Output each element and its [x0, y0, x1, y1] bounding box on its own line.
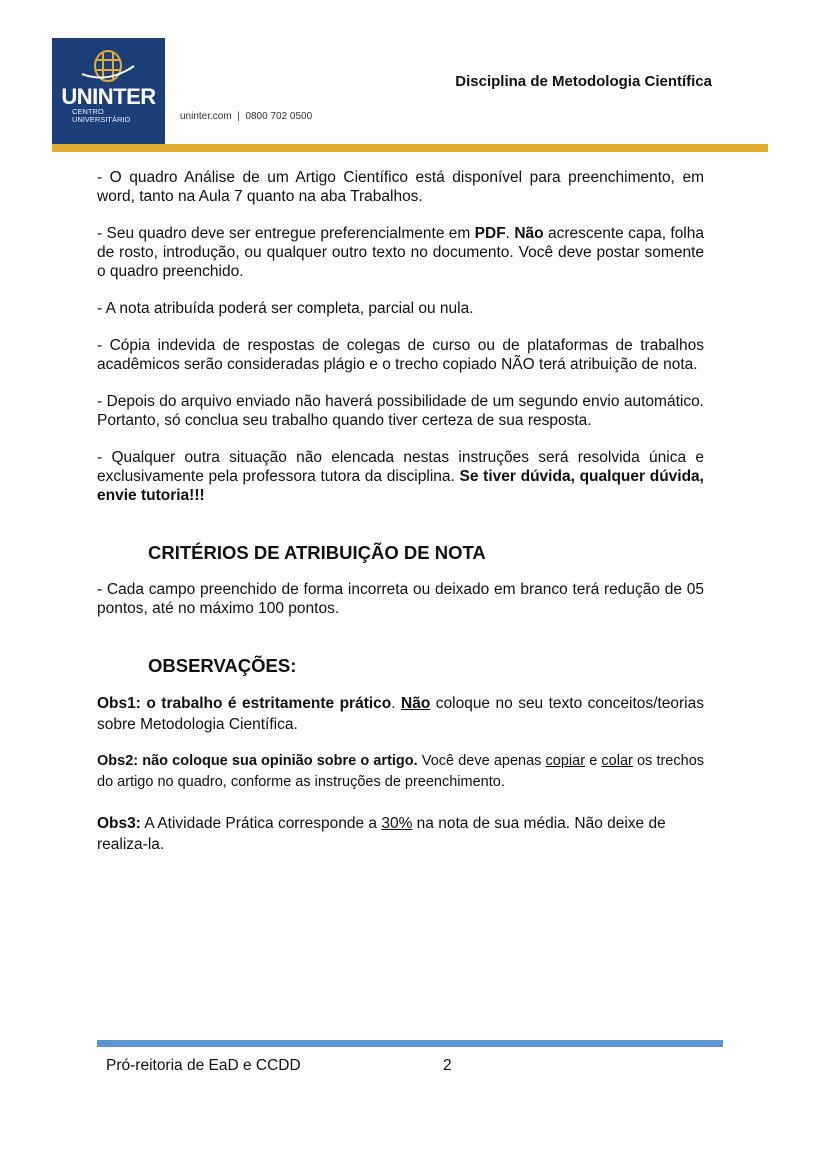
- obs2-colar: colar: [601, 753, 633, 769]
- page-number: 2: [443, 1057, 452, 1074]
- phone-number: 0800 702 0500: [245, 111, 313, 122]
- p6-bold: Se tiver dúvida, qualquer dúvida, envie tutoria!!!: [97, 468, 704, 504]
- document-body: [97, 168, 704, 871]
- p2-nao: Não: [514, 225, 544, 242]
- obs3-text-rest: na nota de sua média. Não deixe de realiza-la.: [97, 815, 666, 853]
- obs2-text-rest: os trechos do artigo no quadro, conforme as instruções de preenchimento.: [97, 753, 705, 790]
- obs2-label: Obs2: não coloque sua opinião sobre o artigo.: [97, 753, 418, 769]
- logo-sub-line-1: CENTRO: [72, 107, 104, 116]
- header-rule: [52, 144, 768, 152]
- obs2: [97, 751, 704, 793]
- obs3-label: Obs3:: [97, 815, 141, 832]
- p2-text-c: acrescente capa, folha de rosto, introdução, ou qualquer outro texto no documento. Você deve postar somente o quadro preenchido.: [97, 225, 704, 280]
- p6-text: - Qualquer outra situação não elencada nestas instruções será resolvida única e exclusivamente pela professora tutora da disciplina.: [97, 449, 704, 485]
- obs1-dot: .: [391, 695, 402, 712]
- footer-rule: [97, 1040, 723, 1047]
- criteria-heading: CRITÉRIOS DE ATRIBUIÇÃO DE NOTA: [148, 542, 486, 563]
- site-url: uninter.com: [180, 111, 232, 122]
- paragraph-2: [97, 224, 704, 281]
- paragraph-1: - O quadro Análise de um Artigo Científico está disponível para preenchimento, em word, tanto na Aula 7 quanto na aba Trabalhos.: [97, 169, 704, 205]
- obs3: [97, 813, 704, 855]
- logo-sub-line-2: UNIVERSITÁRIO: [72, 115, 131, 124]
- obs2-e: e: [585, 753, 602, 769]
- obs1-nao: Não: [401, 695, 431, 712]
- obs1-text: coloque no seu texto conceitos/teorias sobre Metodologia Científica.: [97, 695, 704, 733]
- p2-pdf: PDF: [474, 225, 506, 242]
- page-header-title: Disciplina de Metodologia Científica: [455, 73, 712, 90]
- paragraph-3: - A nota atribuída poderá ser completa, parcial ou nula.: [97, 300, 474, 317]
- obs2-text-a: Você deve apenas: [417, 753, 546, 769]
- obs1-label: Obs1: o trabalho é estritamente prático: [97, 695, 392, 712]
- paragraph-6: [97, 448, 704, 505]
- p2-text-b: .: [505, 225, 515, 242]
- obs3-text-a: A Atividade Prática corresponde a: [140, 815, 382, 832]
- separator: |: [237, 111, 240, 122]
- contact-info: [180, 111, 312, 122]
- criteria-text: - Cada campo preenchido de forma incorreta ou deixado em branco terá redução de 05 pontos, até no máximo 100 pontos.: [97, 581, 704, 617]
- footer-text: Pró-reitoria de EaD e CCDD: [106, 1057, 301, 1074]
- paragraph-5: - Depois do arquivo enviado não haverá possibilidade de um segundo envio automático. Portanto, só conclua seu trabalho quando tiver certeza de sua resposta.: [97, 393, 704, 429]
- globe-icon: [78, 48, 138, 84]
- logo-wordmark: UNINTER: [61, 84, 156, 109]
- p2-text-a: - Seu quadro deve ser entregue preferencialmente em: [97, 225, 475, 242]
- obs1: [97, 693, 704, 735]
- obs3-percent: 30%: [381, 815, 413, 832]
- logo-subtitle: [72, 108, 130, 124]
- uninter-logo: [52, 38, 165, 144]
- paragraph-4: - Cópia indevida de respostas de colegas de curso ou de plataformas de trabalhos acadêmicos serão consideradas plágio e o trecho copiado NÃO terá atribuição de nota.: [97, 337, 704, 373]
- obs2-copiar: copiar: [545, 753, 586, 769]
- observations-heading: OBSERVAÇÕES:: [148, 655, 297, 676]
